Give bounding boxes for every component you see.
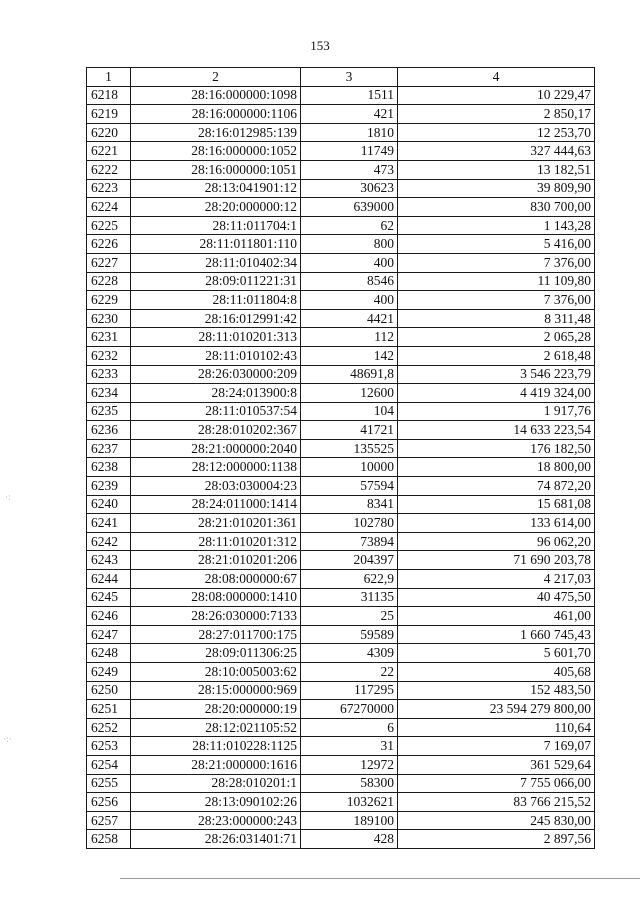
- row-number-cell: 6221: [87, 142, 131, 161]
- cadastral-value-cell: 133 614,00: [398, 514, 595, 533]
- area-cell: 11749: [301, 142, 398, 161]
- table-row: [87, 793, 595, 812]
- cadastral-value-cell: 176 182,50: [398, 439, 595, 458]
- table-row: [87, 532, 595, 551]
- table-row: [87, 495, 595, 514]
- table-row: [87, 123, 595, 142]
- row-number-cell: 6256: [87, 793, 131, 812]
- area-cell: 622,9: [301, 570, 398, 589]
- column-header: 2: [131, 68, 301, 87]
- area-cell: 1810: [301, 123, 398, 142]
- row-number-cell: 6230: [87, 309, 131, 328]
- area-cell: 25: [301, 607, 398, 626]
- area-cell: 57594: [301, 477, 398, 496]
- cadastral-number-cell: 28:20:000000:19: [131, 700, 301, 719]
- table-row: [87, 625, 595, 644]
- row-number-cell: 6225: [87, 216, 131, 235]
- cadastral-value-cell: 2 897,56: [398, 830, 595, 849]
- row-number-cell: 6223: [87, 179, 131, 198]
- cadastral-value-cell: 361 529,64: [398, 755, 595, 774]
- area-cell: 12972: [301, 755, 398, 774]
- cadastral-number-cell: 28:16:012985:139: [131, 123, 301, 142]
- cadastral-value-cell: 5 601,70: [398, 644, 595, 663]
- cadastral-value-cell: 2 618,48: [398, 346, 595, 365]
- table-row: [87, 160, 595, 179]
- cadastral-value-cell: 1 143,28: [398, 216, 595, 235]
- row-number-cell: 6251: [87, 700, 131, 719]
- row-number-cell: 6219: [87, 105, 131, 124]
- cadastral-value-cell: 327 444,63: [398, 142, 595, 161]
- cadastral-value-cell: 4 419 324,00: [398, 384, 595, 403]
- table-row: [87, 198, 595, 217]
- area-cell: 104: [301, 402, 398, 421]
- cadastral-value-cell: 96 062,20: [398, 532, 595, 551]
- cadastral-value-cell: 2 850,17: [398, 105, 595, 124]
- cadastral-number-cell: 28:16:000000:1052: [131, 142, 301, 161]
- area-cell: 8546: [301, 272, 398, 291]
- row-number-cell: 6245: [87, 588, 131, 607]
- cadastral-number-cell: 28:11:010228:1125: [131, 737, 301, 756]
- cadastral-number-cell: 28:03:030004:23: [131, 477, 301, 496]
- table-row: [87, 681, 595, 700]
- table-row: [87, 346, 595, 365]
- table-row: [87, 86, 595, 105]
- cadastral-number-cell: 28:13:090102:26: [131, 793, 301, 812]
- area-cell: 22: [301, 663, 398, 682]
- table-row: [87, 551, 595, 570]
- row-number-cell: 6220: [87, 123, 131, 142]
- table-row: [87, 477, 595, 496]
- row-number-cell: 6237: [87, 439, 131, 458]
- row-number-cell: 6234: [87, 384, 131, 403]
- cadastral-value-cell: 2 065,28: [398, 328, 595, 347]
- cadastral-number-cell: 28:11:011801:110: [131, 235, 301, 254]
- table-row: [87, 663, 595, 682]
- cadastral-value-cell: 3 546 223,79: [398, 365, 595, 384]
- scan-margin-mark: ·:·: [3, 735, 12, 745]
- row-number-cell: 6252: [87, 718, 131, 737]
- cadastral-value-cell: 40 475,50: [398, 588, 595, 607]
- table-row: [87, 755, 595, 774]
- area-cell: 59589: [301, 625, 398, 644]
- scan-bottom-rule: [120, 878, 640, 879]
- area-cell: 62: [301, 216, 398, 235]
- row-number-cell: 6236: [87, 421, 131, 440]
- area-cell: 112: [301, 328, 398, 347]
- row-number-cell: 6255: [87, 774, 131, 793]
- table-row: [87, 179, 595, 198]
- cadastral-number-cell: 28:12:021105:52: [131, 718, 301, 737]
- cadastral-number-cell: 28:11:011704:1: [131, 216, 301, 235]
- cadastral-value-cell: 18 800,00: [398, 458, 595, 477]
- cadastral-value-cell: 14 633 223,54: [398, 421, 595, 440]
- cadastral-value-cell: 5 416,00: [398, 235, 595, 254]
- cadastral-value-cell: 152 483,50: [398, 681, 595, 700]
- area-cell: 12600: [301, 384, 398, 403]
- table-row: [87, 272, 595, 291]
- row-number-cell: 6224: [87, 198, 131, 217]
- cadastral-value-cell: 7 376,00: [398, 291, 595, 310]
- cadastral-value-table: [86, 67, 595, 849]
- cadastral-number-cell: 28:15:000000:969: [131, 681, 301, 700]
- table-row: [87, 570, 595, 589]
- cadastral-number-cell: 28:11:010201:312: [131, 532, 301, 551]
- cadastral-value-cell: 15 681,08: [398, 495, 595, 514]
- cadastral-number-cell: 28:27:011700:175: [131, 625, 301, 644]
- table-row: [87, 737, 595, 756]
- area-cell: 117295: [301, 681, 398, 700]
- cadastral-number-cell: 28:24:011000:1414: [131, 495, 301, 514]
- cadastral-number-cell: 28:28:010201:1: [131, 774, 301, 793]
- table-row: [87, 644, 595, 663]
- cadastral-value-cell: 10 229,47: [398, 86, 595, 105]
- cadastral-number-cell: 28:08:000000:1410: [131, 588, 301, 607]
- area-cell: 1511: [301, 86, 398, 105]
- area-cell: 400: [301, 291, 398, 310]
- row-number-cell: 6227: [87, 253, 131, 272]
- area-cell: 67270000: [301, 700, 398, 719]
- area-cell: 473: [301, 160, 398, 179]
- area-cell: 189100: [301, 811, 398, 830]
- cadastral-number-cell: 28:21:000000:2040: [131, 439, 301, 458]
- cadastral-number-cell: 28:26:030000:209: [131, 365, 301, 384]
- cadastral-value-cell: 7 169,07: [398, 737, 595, 756]
- row-number-cell: 6231: [87, 328, 131, 347]
- area-cell: 58300: [301, 774, 398, 793]
- cadastral-number-cell: 28:11:010102:43: [131, 346, 301, 365]
- column-header: 4: [398, 68, 595, 87]
- area-cell: 4309: [301, 644, 398, 663]
- cadastral-value-cell: 12 253,70: [398, 123, 595, 142]
- cadastral-value-cell: 74 872,20: [398, 477, 595, 496]
- table-row: [87, 718, 595, 737]
- area-cell: 142: [301, 346, 398, 365]
- row-number-cell: 6232: [87, 346, 131, 365]
- table-header-row: [87, 68, 595, 87]
- cadastral-value-cell: 23 594 279 800,00: [398, 700, 595, 719]
- row-number-cell: 6253: [87, 737, 131, 756]
- area-cell: 73894: [301, 532, 398, 551]
- area-cell: 10000: [301, 458, 398, 477]
- cadastral-value-cell: 11 109,80: [398, 272, 595, 291]
- cadastral-number-cell: 28:26:030000:7133: [131, 607, 301, 626]
- row-number-cell: 6233: [87, 365, 131, 384]
- row-number-cell: 6249: [87, 663, 131, 682]
- area-cell: 204397: [301, 551, 398, 570]
- cadastral-value-cell: 461,00: [398, 607, 595, 626]
- cadastral-number-cell: 28:21:010201:206: [131, 551, 301, 570]
- cadastral-number-cell: 28:09:011221:31: [131, 272, 301, 291]
- area-cell: 428: [301, 830, 398, 849]
- cadastral-value-cell: 83 766 215,52: [398, 793, 595, 812]
- table-row: [87, 142, 595, 161]
- cadastral-number-cell: 28:21:010201:361: [131, 514, 301, 533]
- cadastral-number-cell: 28:26:031401:71: [131, 830, 301, 849]
- row-number-cell: 6242: [87, 532, 131, 551]
- table-row: [87, 105, 595, 124]
- area-cell: 639000: [301, 198, 398, 217]
- cadastral-value-cell: 110,64: [398, 718, 595, 737]
- area-cell: 31: [301, 737, 398, 756]
- row-number-cell: 6222: [87, 160, 131, 179]
- row-number-cell: 6247: [87, 625, 131, 644]
- area-cell: 135525: [301, 439, 398, 458]
- row-number-cell: 6248: [87, 644, 131, 663]
- table-row: [87, 607, 595, 626]
- cadastral-number-cell: 28:10:005003:62: [131, 663, 301, 682]
- row-number-cell: 6229: [87, 291, 131, 310]
- cadastral-value-cell: 4 217,03: [398, 570, 595, 589]
- table-row: [87, 811, 595, 830]
- cadastral-value-cell: 8 311,48: [398, 309, 595, 328]
- table-row: [87, 830, 595, 849]
- table-row: [87, 253, 595, 272]
- table-row: [87, 774, 595, 793]
- cadastral-value-cell: 39 809,90: [398, 179, 595, 198]
- page-number: 153: [310, 38, 330, 53]
- area-cell: 4421: [301, 309, 398, 328]
- scan-margin-mark: ·:: [5, 493, 11, 503]
- area-cell: 6: [301, 718, 398, 737]
- row-number-cell: 6257: [87, 811, 131, 830]
- cadastral-value-cell: 405,68: [398, 663, 595, 682]
- cadastral-number-cell: 28:24:013900:8: [131, 384, 301, 403]
- cadastral-value-cell: 71 690 203,78: [398, 551, 595, 570]
- table-row: [87, 235, 595, 254]
- cadastral-number-cell: 28:23:000000:243: [131, 811, 301, 830]
- row-number-cell: 6239: [87, 477, 131, 496]
- area-cell: 30623: [301, 179, 398, 198]
- row-number-cell: 6218: [87, 86, 131, 105]
- cadastral-value-cell: 7 376,00: [398, 253, 595, 272]
- table-row: [87, 514, 595, 533]
- cadastral-number-cell: 28:16:012991:42: [131, 309, 301, 328]
- cadastral-number-cell: 28:28:010202:367: [131, 421, 301, 440]
- area-cell: 31135: [301, 588, 398, 607]
- cadastral-number-cell: 28:16:000000:1051: [131, 160, 301, 179]
- cadastral-number-cell: 28:16:000000:1098: [131, 86, 301, 105]
- table-row: [87, 439, 595, 458]
- table-row: [87, 384, 595, 403]
- cadastral-number-cell: 28:11:010537:54: [131, 402, 301, 421]
- column-header: 3: [301, 68, 398, 87]
- table-row: [87, 421, 595, 440]
- table-row: [87, 216, 595, 235]
- area-cell: 102780: [301, 514, 398, 533]
- cadastral-number-cell: 28:11:010402:34: [131, 253, 301, 272]
- row-number-cell: 6246: [87, 607, 131, 626]
- row-number-cell: 6241: [87, 514, 131, 533]
- cadastral-value-cell: 7 755 066,00: [398, 774, 595, 793]
- cadastral-number-cell: 28:20:000000:12: [131, 198, 301, 217]
- area-cell: 41721: [301, 421, 398, 440]
- cadastral-value-cell: 1 917,76: [398, 402, 595, 421]
- table-row: [87, 402, 595, 421]
- table-row: [87, 328, 595, 347]
- area-cell: 400: [301, 253, 398, 272]
- table-row: [87, 291, 595, 310]
- cadastral-value-cell: 13 182,51: [398, 160, 595, 179]
- cadastral-value-cell: 1 660 745,43: [398, 625, 595, 644]
- area-cell: 421: [301, 105, 398, 124]
- row-number-cell: 6243: [87, 551, 131, 570]
- row-number-cell: 6228: [87, 272, 131, 291]
- table-row: [87, 458, 595, 477]
- cadastral-number-cell: 28:11:010201:313: [131, 328, 301, 347]
- cadastral-value-cell: 245 830,00: [398, 811, 595, 830]
- table-row: [87, 700, 595, 719]
- table-body: [87, 86, 595, 848]
- row-number-cell: 6238: [87, 458, 131, 477]
- table-row: [87, 365, 595, 384]
- cadastral-number-cell: 28:09:011306:25: [131, 644, 301, 663]
- cadastral-number-cell: 28:08:000000:67: [131, 570, 301, 589]
- cadastral-number-cell: 28:16:000000:1106: [131, 105, 301, 124]
- row-number-cell: 6240: [87, 495, 131, 514]
- cadastral-number-cell: 28:13:041901:12: [131, 179, 301, 198]
- table-row: [87, 309, 595, 328]
- row-number-cell: 6226: [87, 235, 131, 254]
- row-number-cell: 6254: [87, 755, 131, 774]
- table-row: [87, 588, 595, 607]
- cadastral-number-cell: 28:11:011804:8: [131, 291, 301, 310]
- column-header: 1: [87, 68, 131, 87]
- row-number-cell: 6235: [87, 402, 131, 421]
- row-number-cell: 6258: [87, 830, 131, 849]
- area-cell: 8341: [301, 495, 398, 514]
- cadastral-number-cell: 28:12:000000:1138: [131, 458, 301, 477]
- area-cell: 48691,8: [301, 365, 398, 384]
- cadastral-number-cell: 28:21:000000:1616: [131, 755, 301, 774]
- area-cell: 800: [301, 235, 398, 254]
- row-number-cell: 6244: [87, 570, 131, 589]
- area-cell: 1032621: [301, 793, 398, 812]
- row-number-cell: 6250: [87, 681, 131, 700]
- cadastral-value-cell: 830 700,00: [398, 198, 595, 217]
